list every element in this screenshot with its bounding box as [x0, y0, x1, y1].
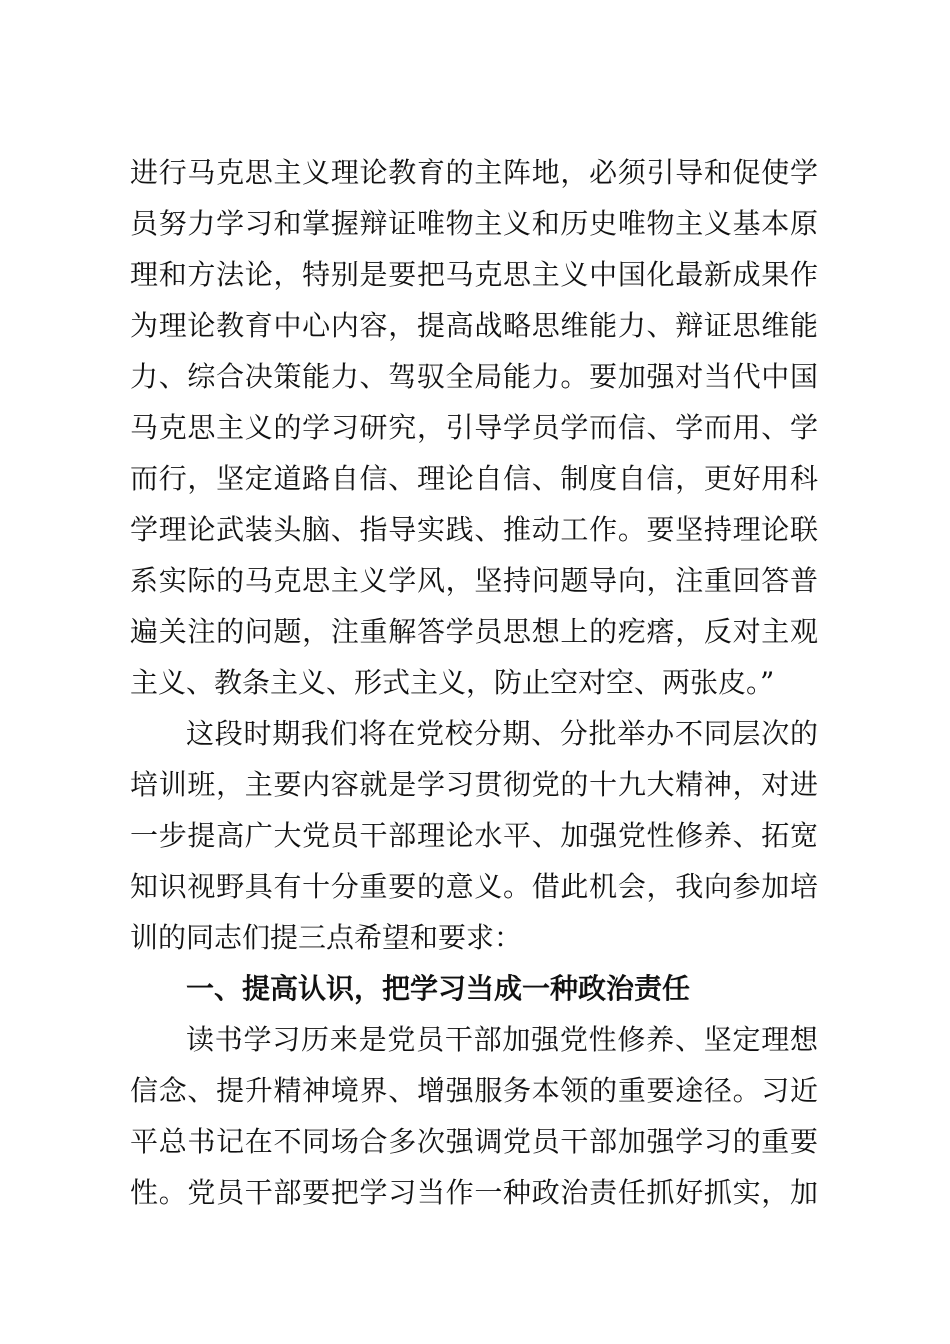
text-line: 理和方法论，特别是要把马克思主义中国化最新成果作: [130, 258, 818, 291]
text-line: 学理论武装头脑、指导实践、推动工作。要坚持理论联: [130, 513, 818, 546]
text-line: 平总书记在不同场合多次强调党员干部加强学习的重要: [130, 1125, 818, 1158]
text-line: 系实际的马克思主义学风，坚持问题导向，注重回答普: [130, 564, 818, 597]
text-line: 培训班，主要内容就是学习贯彻党的十九大精神，对进: [130, 768, 818, 801]
paragraph-first-line: 这段时期我们将在党校分期、分批举办不同层次的: [186, 717, 818, 750]
text-line: 为理论教育中心内容，提高战略思维能力、辩证思维能: [130, 309, 818, 342]
text-line: 信念、提升精神境界、增强服务本领的重要途径。习近: [130, 1074, 818, 1107]
paragraph-first-line: 读书学习历来是党员干部加强党性修养、坚定理想: [186, 1023, 818, 1056]
text-line: 遍关注的问题，注重解答学员思想上的疙瘩，反对主观: [130, 615, 818, 648]
text-line: 知识视野具有十分重要的意义。借此机会，我向参加培: [130, 870, 818, 903]
text-line: 性。党员干部要把学习当作一种政治责任抓好抓实，加: [130, 1176, 818, 1209]
text-line: 马克思主义的学习研究，引导学员学而信、学而用、学: [130, 411, 818, 444]
text-line: 力、综合决策能力、驾驭全局能力。要加强对当代中国: [130, 360, 818, 393]
text-line: 而行，坚定道路自信、理论自信、制度自信，更好用科: [130, 462, 818, 495]
text-line: 进行马克思主义理论教育的主阵地，必须引导和促使学: [130, 156, 818, 189]
text-line: 训的同志们提三点希望和要求：: [130, 921, 523, 954]
text-line: 员努力学习和掌握辩证唯物主义和历史唯物主义基本原: [130, 207, 818, 240]
text-line: 主义、教条主义、形式主义，防止空对空、两张皮。”: [130, 666, 775, 699]
section-heading: 一、提高认识，把学习当成一种政治责任: [186, 972, 691, 1005]
text-line: 一步提高广大党员干部理论水平、加强党性修养、拓宽: [130, 819, 818, 852]
